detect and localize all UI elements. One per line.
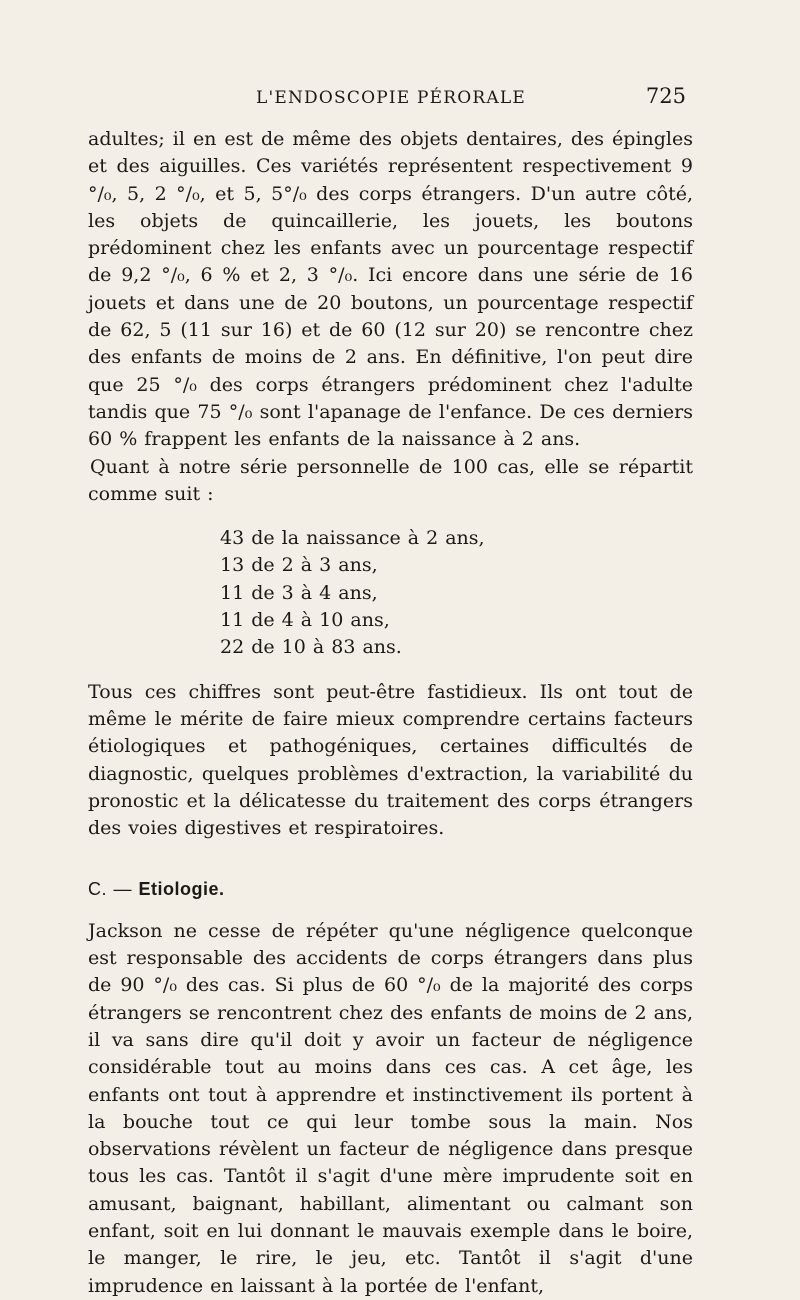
- section-heading: [88, 876, 693, 903]
- page-header: [88, 86, 688, 116]
- paragraph-series-intro: [88, 454, 693, 509]
- paragraph-series-intro-text: Quant à notre série personnelle de 100 cas, elle se répartit comme suit :: [88, 455, 693, 505]
- paragraph-etiology: Jackson ne cesse de répéter qu'une négligence quelconque est responsable des accidents de corps étrangers dans plus de 90 °/₀ des cas. Si plus de 60 °/₀ de la majorité des corps étrangers se rencontrent chez des enfants de moins de 2 ans, il va sans dire qu'il doit y avoir un facteur de négligence considérable tout au moins dans ces cas. A cet âge, les enfants ont tout à apprendre et instinctivement ils portent à la bouche tout ce qui leur tombe sous la main. Nos observations révèlent un facteur de négligence dans presque tous les cas. Tantôt il s'agit d'une mère imprudente soit en amusant, baignant, habillant, alimentant ou calmant son enfant, soit en lui donnant le mauvais exemple dans le boire, le manger, le rire, le jeu, etc. Tantôt il s'agit d'une imprudence en laissant à la portée de l'enfant,: [88, 919, 693, 1297]
- section-prefix: C. —: [88, 879, 139, 900]
- running-title: L'ENDOSCOPIE PÉRORALE: [256, 88, 526, 108]
- page-number: 725: [645, 84, 686, 108]
- list-item: 11 de 3 à 4 ans,: [220, 581, 378, 604]
- list-item: 43 de la naissance à 2 ans,: [220, 527, 485, 550]
- list-item: 22 de 10 à 83 ans.: [220, 636, 402, 659]
- body-text: [88, 126, 693, 1300]
- paragraph-continuation: adultes; il en est de même des objets dentaires, des épingles et des aiguilles. Ces variétés représentent respectivement 9 °/₀, 5, 2 °/₀, et 5, 5°/₀ des corps étrangers. D'un autre côté, les objets de quincaillerie, les jouets, les boutons prédominent chez les enfants avec un pourcentage respectif de 9,2 °/₀, 6 % et 2, 3 °/₀. Ici encore dans une série de 16 jouets et dans une de 20 boutons, un pourcentage respectif de 62, 5 (11 sur 16) et de 60 (12 sur 20) se rencontre chez des enfants de moins de 2 ans. En définitive, l'on peut dire que 25 °/₀ des corps étrangers prédominent chez l'adulte tandis que 75 °/₀ sont l'apanage de l'enfance. De ces derniers 60 % frappent les enfants de la naissance à 2 ans.: [88, 128, 693, 451]
- age-distribution-list: [220, 525, 693, 661]
- paragraph-figures-comment: Tous ces chiffres sont peut-être fastidieux. Ils ont tout de même le mérite de faire mieux comprendre certains facteurs étiologiques et pathogéniques, certaines difficultés de diagnostic, quelques problèmes d'extraction, la variabilité du pronostic et la délicatesse du traitement des corps étrangers des voies digestives et respiratoires.: [88, 680, 693, 840]
- list-item: 11 de 4 à 10 ans,: [220, 609, 390, 632]
- list-item: 13 de 2 à 3 ans,: [220, 554, 378, 577]
- section-title: Etiologie.: [138, 879, 225, 900]
